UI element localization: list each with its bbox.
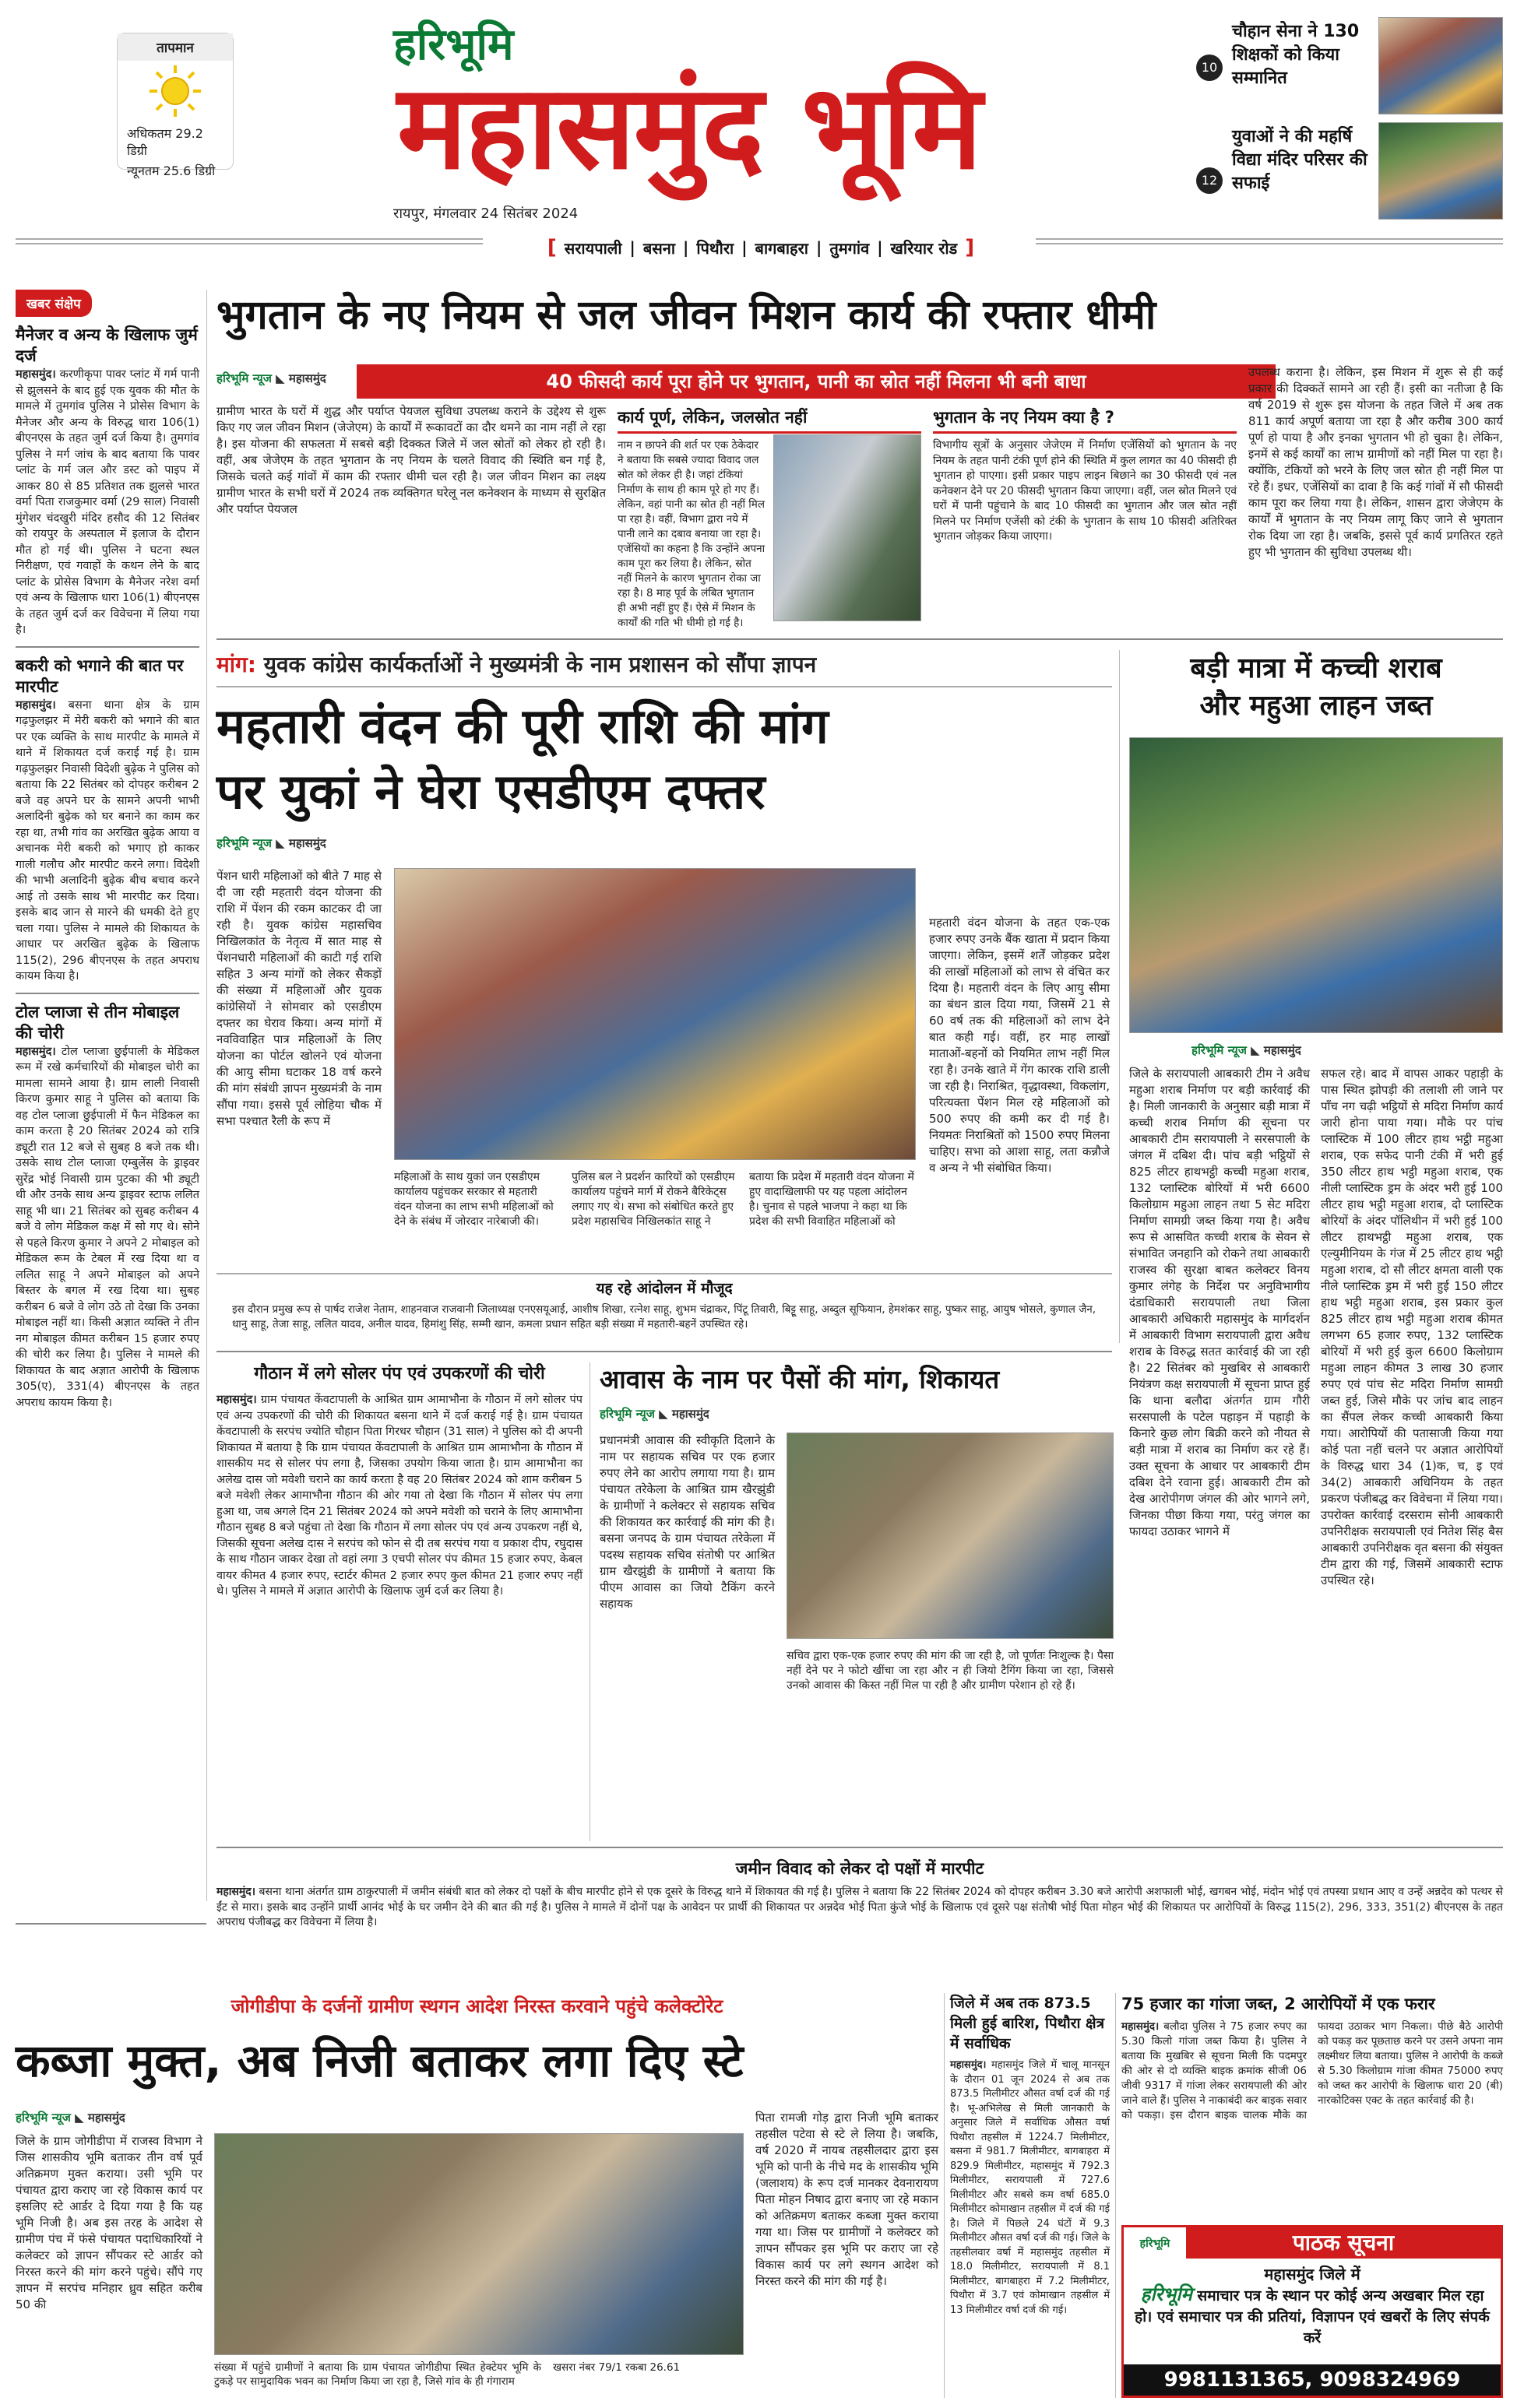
fact-box-rules: भुगतान के नए नियम क्या है ? विभागीय सूत्रों के अनुसार जेजेएम में निर्माण एजेंसियों को भुगतान के नए नियम के तहत पानी टंकी पूर्ण होने की स्थिति में कुल लागत का 40 फीसदी ही भुगतान हो पाएगा। इसी प्रकार पाइप लाइन बिछाने का 30 फीसदी एवं नल कनेक्शन देने पर 20 फीसदी भुगतान किया जाएगा। वहीं, जल स्रोत मिलने एवं घरों में पानी पहुंचाने के बाद 10 फीसदी का भुगतान और जल स्रोत नहीं मिलने पर निर्माण एजेंसी को टंकी के भुगतान के साथ 10 फीसदी अतिरिक्त भुगतान जोड़कर किया जाएगा। — [933, 408, 1237, 543]
news-brief-sidebar — [16, 290, 199, 1901]
ganja-headline[interactable]: 75 हजार का गांजा जब्त, 2 आरोपियों में एक फरार — [1121, 1995, 1435, 2013]
teaser-item[interactable] — [1168, 122, 1503, 220]
land-headline[interactable]: जमीन विवाद को लेकर दो पक्षों में मारपीट — [735, 1859, 984, 1878]
byline: हरिभूमि न्यूज ◣ महासमुंद — [216, 371, 326, 385]
byline: हरिभूमि न्यूज ◣ महासमुंद — [1191, 1043, 1301, 1057]
byline: हरिभूमि न्यूज ◣ महासमुंद — [600, 1407, 709, 1421]
region-item[interactable]: तुमगांव — [829, 238, 870, 258]
brief-headline: बकरी को भगाने की बात पर मारपीट — [16, 656, 184, 696]
stay-story — [16, 1993, 938, 2402]
byline: हरिभूमि न्यूज ◣ महासमुंद — [216, 836, 326, 850]
stay-kicker: जोगीडीपा के दर्जनों ग्रामीण स्थगन आदेश निरस्त करवाने पहुंचे कलेक्टोरेट — [231, 1995, 723, 2017]
ganja-story — [1121, 1993, 1503, 2219]
housing-photo — [787, 1432, 1114, 1639]
teaser-list — [1168, 17, 1503, 220]
lead-headline[interactable]: भुगतान के नए नियम से जल जीवन मिशन कार्य की रफ्तार धीमी — [216, 292, 1156, 339]
region-bar — [16, 234, 1503, 277]
notice-title: पाठक सूचना — [1186, 2227, 1501, 2259]
region-item[interactable]: पिथौरा — [696, 238, 734, 258]
protest-story — [216, 650, 1112, 1343]
notice-body: हरिभूमि समाचार पत्र के स्थान पर कोई अन्य अखबार मिल रहा हो। एवं समाचार पत्र की प्रतियां, विज्ञापन एवं खबरों के लिए संपर्क करें — [1135, 2283, 1490, 2346]
region-list: [ सरायपाली | बसना | पिथौरा | बागबाहरा | तुमगांव | खरियार रोड ] — [547, 236, 975, 259]
lead-story — [216, 290, 1503, 632]
brief-item[interactable] — [16, 325, 199, 638]
region-item[interactable]: सरायपाली — [564, 238, 622, 258]
brief-text: महासमुंद। टोल प्लाजा छुईपाली के मेडिकल रूम में रखे कर्मचारियों की मोबाइल चोरी का मामला सामने आया है। ग्राम लाली निवासी किरण कुमार साहू ने पुलिस को बताया कि वह टोल प्लाजा छुईपाली में फैन मेडिकल का काम करता है 20 सितंबर 2024 को रात्रि ड्यूटी रात 12 बजे से सुबह 8 बजे तक थी। उसके साथ टोल प्लाजा एम्बुलेंस के ड्राइवर सुरेंद्र भोई निवासी ग्राम पुटका की भी ड्यूटी थी और उनके साथ अन्य ड्राइवर स्टाफ ललित साहू भी था। 21 सितंबर को सुबह करीबन 4 बजे वे लोग मेडिकल कक्ष में सो गए थे। सोने से पहले किरण कुमार ने अपने 2 मोबाइल को मेडिकल रूम के टेबल में रख दिया था व ललित साहू ने अपने मोबाइल को अपने बिस्तर के बगल में रख दिया था। सुबह करीबन 6 बजे वे लोग उठे तो देखा कि उनका मोबाइल नहीं था। किसी अज्ञात व्यक्ति ने तीन नग मोबाइल कीमत करीबन 15 हजार रुपए की चोरी कर लिया है। पुलिस ने मामले की शिकायत के बाद अज्ञात आरोपी के खिलाफ 305(ए), 331(4) बीएनएस के तहत अपराध कायम किया है। — [16, 1045, 200, 1409]
teaser-page-number: 10 — [1196, 54, 1223, 81]
brief-item[interactable] — [16, 1002, 199, 1411]
land-text: महासमुंद। बसना थाना अंतर्गत ग्राम ठाकुरपाली में जमीन संबंधी बात को लेकर दो पक्षों के बीच मारपीट होने से एक दूसरे के विरुद्ध थाने में शिकायत की गई है। पुलिस ने बताया कि 22 सितंबर 2024 को दोपहर करीबन 3.30 बजे आरोपी अशफाली भोई, खगबन भोई, मंदोन भोई एवं तपस्या प्रधान आए व उन्हें अन्नदेव को पत्थर से ईंट से मारा। इसके बाद उन्होंने प्रार्थी आनंद भोई के घर जमीन देने की बात की गई है। पुलिस ने मामले में दोनों पक्ष के आवेदन पर प्रार्थी की शिकायत पर अन्नदेव भोई पिता कुंजे भोई के खिलाफ एवं दूसरे पक्ष संतोषी भोई पिता मोहन भोई की शिकायत पर आरोपियों के विरुद्ध 115(2), 296, 333, 351(2) बीएनएस के तहत अपराध पंजीबद्ध कर विवेचना में लिया है। — [216, 1886, 1503, 1928]
sidebar-label: खबर संक्षेप — [16, 290, 92, 317]
present-box: यह रहे आंदोलन में मौजूद इस दौरान प्रमुख रूप से पार्षद राजेश नेताम, शाहनवाज राजवानी जिलाध्यक्ष एनएसयूआई, आशीष शिखा, रत्नेश साहू, शुभम चंद्राकर, पिंटू तिवारी, बिट्टू साहू, अब्दुल सूफियान, हेमशंकर साहू, पुष्कर साहू, आयुष भोसले, कुणाल जैन, धानु साहू, तेजा साहू, ललित यादव, अनील यादव, हिमांशु सिंह, सम्मी खान, कमला प्रधान सहित बड़ी संख्या में महतारी-बहनें उपस्थित रहे। — [216, 1273, 1112, 1343]
housing-headline[interactable]: आवास के नाम पर पैसों की मांग, शिकायत — [600, 1364, 1000, 1394]
rain-headline[interactable]: जिले में अब तक 873.5 मिली हुई बारिश, पिथौरा क्षेत्र में सर्वाधिक — [950, 1995, 1105, 2052]
brief-text: महासमुंद। करणीकृपा पावर प्लांट में गर्म पानी से झुलसने के बाद हुई एक युवक की मौत के मामले में तुमगांव पुलिस ने प्रोसेस विभाग के मैनेजर और अन्य के विरुद्ध धारा 106(1) बीएनएस के तहत जुर्म दर्ज किया है। तुमगांव पुलिस ने मर्ग जांच के बाद बताया कि पावर प्लांट के गर्म जल और डस्ट को पाइप में आकर 80 से 85 प्रतिशत तक झुलसे भारत वर्मा पिता राजकुमार वर्मा (29 साल) निवासी मुंगेशर चंदखुरी मंदिर हसौद की 12 सितंबर को रायपुर के अस्पताल में इलाज के दौरान मौत हो गई थी। पुलिस ने घटना स्थल निरीक्षण, एवं गवाहों के कथन लेने के बाद प्लांट के प्रोसेस विभाग के मैनेजर नरेश वर्मा एवं अन्य के खिलाफ धारा 106(1) बीएनएस के तहत जुर्म दर्ज कर विवेचना में लिया गया है। — [16, 368, 199, 636]
max-temp: अधिकतम 29.2 डिग्री — [127, 126, 203, 158]
teaser-headline: चौहान सेना ने 130 शिक्षकों को किया सम्मानित — [1232, 22, 1360, 88]
stay-column: पिता रामजी गोड़ द्वारा निजी भूमि बताकर तहसील पटेवा से स्टे ले लिया है। जबकि, वर्ष 2020 में नायब तहसीलदार द्वारा इस भूमि को पानी के नीचे मद के शासकीय भूमि (जलाशय) के रूप दर्ज मानकर देवनारायण पिता मोहन निषाद द्वारा बनाए जा रहे मकान को अतिक्रमण बताकर कब्जा मुक्त कराया गया था। जिस पर ग्रामीणों ने कलेक्टर को ज्ञापन सौंपकर इस भूमि पर कराए जा रहे विकास कार्य पर लगे स्थगन आदेश को निरस्त करने की मांग की गई है। — [755, 2111, 939, 2288]
brief-item[interactable] — [16, 656, 199, 985]
protest-column: पेंशन धारी महिलाओं को बीते 7 माह से दी जा रही महतारी वंदन योजना की राशि में पेंशन की रकम काटकर दी जा रही है। युवक कांग्रेस महासचिव निखिलकांत के नेतृत्व में सात माह से पेंशनधारी महिलाओं की काटी गई राशि सहित 3 अन्य मांगों को लेकर सैकड़ों की संख्या में महिलाओं और युवक कांग्रेसियों ने सोमवार को एसडीएम दफ्तर का घेराव किया। अन्य मांगों में नवविवाहित पात्र महिलाओं के लिए योजना का पोर्टल खोलने एवं योजना की आयु सीमा घटाकर 18 वर्ष करने की मांग संबंधी ज्ञापन मुख्यमंत्री के नाम सौंपा गया। इससे पूर्व लोहिया चौक में सभा पश्चात रैली के रूप में — [216, 869, 382, 1128]
photo-caption: खसरा नंबर 79/1 रकबा 26.61 — [553, 2361, 681, 2374]
liquor-column: जिले के सरायपाली आबकारी टीम ने अवैध महुआ शराब निर्माण पर बड़ी कार्रवाई की है। मिली जानकारी के अनुसार बड़ी मात्रा में कच्ची शराब निर्माण की सूचना पर आबकारी टीम सरायपाली ने सरसपाली के जंगल में दबिश दी। पांच बड़ी भट्ठियों से 825 लीटर हाथभट्ठी कच्ची महुआ शराब, 132 प्लास्टिक बोरियों में भरी 6600 किलोग्राम महुआ लाहन तथा 5 सेट मदिरा निर्माण सामग्री जब्त किया गया है। अवैध रूप से आसवित कच्ची शराब के सेवन से संभावित जनहानि को रोकने तथा आबकारी राजस्व की सुरक्षा बाबत कलेक्टर विनय कुमार लंगेह के निर्देश पर अनुविभागीय दंडाधिकारी सरायपाली तथा जिला आबकारी अधिकारी महासमुंद के मार्गदर्शन में आबकारी विभाग सरायपाली द्वारा अवैध शराब के विरुद्ध सतत कार्रवाई की जा रही है। 22 सितंबर को मुखबिर से आबकारी नियंत्रण कक्ष सरायपाली में सूचना प्राप्त हुई कि थाना बलौदा अंतर्गत ग्राम गौरी सरसपाली के पटेल पहाड़न में पहाड़ी के किनारे कुछ लोग बिक्री करने को नीयत से बड़ी मात्रा में शराब का निर्माण कर रहे हैं। उक्त सूचना के आधार पर आबकारी टीम दबिश देने रवाना हुई। आबकारी टीम को देख आरोपीगण जंगल की ओर भागने लगे, जिनका पीछा किया गया, परंतु जंगल का फायदा उठाकर भागने में — [1129, 1067, 1310, 1538]
protest-headline[interactable]: महतारी वंदन की पूरी राशि की मांग पर युकां ने घेरा एसडीएम दफ्तर — [216, 698, 829, 820]
region-item[interactable]: बागबाहरा — [755, 238, 808, 258]
rain-text: महासमुंद। महासमुंद जिले में चालू मानसून के दौरान 01 जून 2024 से अब तक 873.5 मिलीमीटर औसत वर्षा दर्ज की गई है। भू-अभिलेख से मिली जानकारी के अनुसार जिले में सर्वाधिक औसत वर्षा पिथौरा तहसील में 1224.7 मिलीमीटर, बसना में 981.7 मिलीमीटर, बागबाहरा में 829.9 मिलीमीटर, महासमुंद में 792.3 मिलीमीटर, सरायपाली में 727.6 मिलीमीटर और सबसे कम वर्षा 685.0 मिलीमीटर कोमाखान तहसील में दर्ज की गई है। जिले में पिछले 24 घंटों में 9.3 मिलीमीटर औसत वर्षा दर्ज की गई। जिले के तहसीलवार वर्षा में महासमुंद तहसील में 18.0 मिलीमीटर, सरायपाली में 8.1 मिलीमीटर, बागबाहरा में 7.2 मिलीमीटर, पिथौरा में 3.7 एवं कोमाखान तहसील में 13 मिलीमीटर वर्षा दर्ज की गई। — [950, 2059, 1110, 2316]
water-tank-photo — [773, 434, 921, 621]
notice-logo: हरिभूमि — [1139, 2237, 1170, 2250]
teaser-page-number: 12 — [1196, 167, 1223, 194]
reader-notice: हरिभूमि पाठक सूचना महासमुंद जिले में हरिभूमि समाचार पत्र के स्थान पर कोई अन्य अखबार मिल रहा हो। एवं समाचार पत्र की प्रतियां, विज्ञापन एवं खबरों के लिए संपर्क करें 9981131365, 9098324969 — [1121, 2225, 1503, 2398]
sun-icon — [148, 64, 202, 118]
weather-box — [117, 33, 234, 178]
solar-text: महासमुंद। ग्राम पंचायत केंवटापाली के आश्रित ग्राम आमाभौना के गौठान में लगे सोलर पंप एवं अन्य उपकरणों की चोरी की शिकायत बसना थाने में दर्ज कराई गई है। ग्राम पंचायत केंवटापाली के सरपंच ज्योति चौहान पिता गिरधर चौहान (31 साल) ने पुलिस को दी अपनी शिकायत में बताया है कि ग्राम पंचायत केंवटापाली के आश्रित ग्राम आमाभौना के गौठान में शासकीय मद से सोलर पंप लगा है, जिसका उपयोग किया जाता है। ग्राम आमाभौना का अलेख दास जो मवेशी चराने का कार्य करता है वह 20 सितंबर 2024 को शाम करीबन 5 बजे मवेशी लेकर आमाभौना गौठान की ओर गया तो देखा कि गौठान में सोलर पंप लगा हुआ था, जब अगले दिन 21 सितंबर 2024 को अपने मवेशी को चराने के लिए आमाभौना गौठान सुबह 8 बजे पहुंचा तो देखा कि गौठान में लगा सोलर पंप एवं अन्य उपकरण नहीं थे, जिसकी सूचना अलेख दास ने सरपंच को फोन से दी तब सरपंच गया व प्रकाश दीप, रघुदास के साथ गौठान जाकर देखा तो वहां लगा 3 एचपी सोलर पंप कीमत 15 हजार रुपए, केबल वायर कीमत 4 हजार रुपए, स्टार्टर कीमत 2 हजार रुपए कुल कीमत 21 हजार रुपए नहीं थे। पुलिस ने मामले में अज्ञात आरोपी के खिलाफ जुर्म दर्ज कर लिया है। — [216, 1394, 583, 1598]
photo-caption: महिलाओं के साथ युकां जन एसडीएम कार्यालय पहुंचकर सरकार से महतारी वंदन योजना का लाभ सभी महिलाओं को देने के संबंध में जोरदार नारेबाजी की। — [394, 1171, 554, 1228]
byline: हरिभूमि न्यूज ◣ महासमुंद — [16, 2111, 125, 2125]
protest-kicker: मांग: युवक कांग्रेस कार्यकर्ताओं ने मुख्यमंत्री के नाम प्रशासन को सौंपा ज्ञापन — [216, 652, 817, 677]
stay-photo — [214, 2133, 744, 2355]
lead-subhead: 40 फीसदी कार्य पूरा होने पर भुगतान, पानी का स्रोत नहीं मिलना भी बनी बाधा — [357, 364, 1276, 399]
page-title: महासमुंद भूमि — [397, 58, 981, 195]
brief-headline: टोल प्लाजा से तीन मोबाइल की चोरी — [16, 1002, 180, 1042]
liquor-headline[interactable]: बड़ी मात्रा में कच्ची शराब और महुआ लाहन जब्त — [1190, 652, 1442, 722]
land-dispute-story — [216, 1857, 1503, 1989]
lead-column: उपलब्ध कराना है। लेकिन, इस मिशन में शुरू से ही कई प्रकार की दिक्कतें सामने आ रही हैं। इसी का नतीजा है कि वर्ष 2019 से शुरू इस योजना के तहत जिले में अब तक 811 कार्य अपूर्ण बताया जा रहा है और करीब 300 कार्य पूर्ण हो पाया है और इनका भुगतान भी हो चुका है। लेकिन, इनमें से कई कार्यों का लाभ ग्रामीणों को नहीं मिल पा रहा है। क्योंकि, टंकियों को भरने के लिए जल स्रोत ही नहीं मिल पा रहे हैं। इधर, एजेंसियों का दावा है कि कई गांवों में सौ फीसदी काम पूरा कर लिया गया है। लेकिन, शासन द्वारा जेजेएम के कार्यों में भुगतान के नए नियम लागू किए जाने से भुगतान रोक दिया जा रहा है। जबकि, इससे पूर्व कार्य प्रगतिरत रहते हुए भी भुगतान की सुविधा उपलब्ध थी। — [1248, 365, 1503, 559]
solar-story — [216, 1362, 583, 1841]
fact-box-source: कार्य पूर्ण, लेकिन, जलस्रोत नहीं नाम न छापने की शर्त पर एक ठेकेदार ने बताया कि सबसे ज्यादा विवाद जल स्रोत को लेकर ही है। जहां टंकियां निर्माण के साथ ही काम पूरे हो गए हैं। लेकिन, वहां पानी का स्रोत ही नहीं मिल पा रहा है। वहीं, विभाग द्वारा नये में पानी लाने का दबाव बनाया जा रहा है। एजेंसियों का कहना है कि उन्होंने अपना काम पूरा कर लिया है। लेकिन, स्रोत नहीं मिलने के कारण भुगतान रोका जा रहा है। 8 माह पूर्व के लंबित भुगतान ही अभी नहीं हुए हैं। ऐसे में मिशन के कार्यों की गति भी धीमी हो गई है। — [618, 406, 921, 631]
ganja-text: महासमुंद। बलौदा पुलिस ने 75 हजार रुपए का 5.30 किलो गांजा जब्त किया है। पुलिस ने बताया कि मुखबिर से सूचना मिली कि पदमपुर की ओर से दो व्यक्ति बाइक क्रमांक सीजी 06 जीवी 9317 में गांजा लेकर सरायपाली की ओर जाने वाले हैं। पुलिस ने नाकाबंदी कर बाइक सवार को पकड़ा। इस दौरान बाइक चालक मौके का फायदा उठाकर भाग निकला। पीछे बैठे आरोपी को पकड़ कर पूछताछ करने पर उसने अपना नाम लक्ष्मीधर लिया बताया। पुलिस ने आरोपी के कब्जे से 5.30 किलोग्राम गांजा कीमत 75000 रुपए को जब्त कर आरोपी के खिलाफ धारा 20 (बी) नारकोटिक्स एक्ट के तहत कार्रवाई की है। — [1121, 2020, 1503, 2122]
rain-story — [950, 1993, 1110, 2398]
photo-caption: बताया कि प्रदेश में महतारी वंदन योजना में हुए वादाखिलाफी पर यह पहला आंदोलन है। चुनाव से पहले भाजपा ने कहा था कि प्रदेश की सभी विवाहित महिलाओं को — [749, 1171, 914, 1228]
dateline: रायपुर, मंगलवार 24 सितंबर 2024 — [393, 206, 579, 222]
stay-column: जिले के ग्राम जोगीडीपा में राजस्व विभाग ने जिस शासकीय भूमि बताकर तीन वर्ष पूर्व अतिक्रमण मुक्त कराया। उसी भूमि पर पंचायत द्वारा कराए जा रहे विकास कार्य पर इसलिए स्टे आर्डर दे दिया गया है कि यह भूमि निजी है। अब इस तरह के आदेश से ग्रामीण पंच में फंसे पंचायत पदाधिकारियों ने कलेक्टर को ज्ञापन सौंपकर स्टे आर्डर को निरस्त करने की मांग करने पहुंचे। सौंपे गए ज्ञापन में सरपंच मनिहार ध्रुव सहित करीब 50 की — [16, 2134, 202, 2311]
lead-column: ग्रामीण भारत के घरों में शुद्ध और पर्याप्त पेयजल सुविधा उपलब्ध कराने के उद्देश्य से शुरू किए गए जल जीवन मिशन (जेजेएम) के कार्यों में रूकावटों का दौर थमने का नाम नहीं ले रहा है। इस योजना की सफलता में सबसे बड़ी दिक्कत जिले में जल स्रोतों को लेकर हो रही है। वहीं, अब जेजेएम के तहत भुगतान के नए नियम के चलते विवाद की स्थिति बन गई है, जिसके चलते कई गांवों में काम की रफ्तार धीमी चल रही है। जल जीवन मिशन का लक्ष्य ग्रामीण भारत के सभी घरों में 2024 तक व्यक्तिगत घरेलू नल कनेक्शन के माध्यम से सुरक्षित और पर्याप्त पेयजल — [216, 404, 606, 516]
protest-photo — [394, 868, 916, 1160]
teaser-photo — [1378, 122, 1503, 220]
photo-caption: संख्या में पहुंचे ग्रामीणों ने बताया कि ग्राम पंचायत जोगीडीपा स्थित हेक्टेयर भूमि के टुकड़े पर सामुदायिक भवन का निर्माण किया जा रहा है, जिसे गांव के ही गंगाराम — [214, 2361, 541, 2388]
weather-label: तापमान — [118, 33, 233, 61]
region-item[interactable]: खरियार रोड — [890, 238, 958, 258]
teaser-photo — [1378, 17, 1503, 114]
photo-caption: पुलिस बल ने प्रदर्शन कारियों को एसडीएम कार्यालय पहुंचने मार्ग में रोकने बैरिकेट्स लगाए गए थे। सभा को संबोधित करते हुए प्रदेश महासचिव निखिलकांत साहू ने — [572, 1171, 735, 1228]
brief-text: महासमुंद। बसना थाना क्षेत्र के ग्राम गढ़फुलझर में मेरी बकरी को भगाने की बात पर एक व्यक्ति के साथ मारपीट के मामले में थाने में शिकायत दर्ज कराई गई है। ग्राम गढ़फुलझर निवासी विदेशी बुढ़ेक ने पुलिस को बताया कि 22 सितंबर को दोपहर करीबन 2 बजे वह अपने घर के सामने अपनी भाभी अलादिनी बुढ़ेक को घर बनाने का काम कर रहा था, तभी गांव का अरखित बुढ़ेक आया व अचानक मेरी बकरी को भगाए हो काकर गाली गलौच और मारपीट करने लगा। विदेशी की भाभी अलादिनी बुढ़ेक बीच बचाव करने आई तो उसके साथ भी मारपीट कर दिया। इसके बाद जान से मारने की धमकी देते हुए चला गया। पुलिस ने मामले की शिकायत के आधार पर अरखित बुढ़ेक के खिलाफ 115(2), 296 बीएनएस के तहत अपराध कायम किया है। — [16, 698, 199, 983]
region-item[interactable]: बसना — [642, 238, 676, 258]
stay-headline[interactable]: कब्जा मुक्त, अब निजी बताकर लगा दिए स्टे — [16, 2034, 744, 2087]
liquor-story — [1129, 650, 1503, 1853]
teaser-headline: युवाओं ने की महर्षि विद्या मंदिर परिसर की सफाई — [1232, 127, 1367, 193]
min-temp: न्यूनतम 25.6 डिग्री — [127, 163, 216, 178]
teaser-item[interactable] — [1168, 17, 1503, 118]
notice-phones[interactable]: 9981131365, 9098324969 — [1124, 2364, 1501, 2396]
liquor-raid-photo — [1129, 737, 1503, 1033]
brand-logo: हरिभूमि — [393, 19, 514, 70]
protest-column: महतारी वंदन योजना के तहत एक-एक हजार रुपए उनके बैंक खाता में प्रदान किया जाएगा। लेकिन, इसमें शर्तें जोड़कर प्रदेश की लाखों महिलाओं को लाभ से वंचित कर दिया है। महतारी वंदन के लिए आयु सीमा का बंधन डाल दिया गया, जिसमें 21 से 60 वर्ष तक की महिलाओं को लाभ देने बात कही गई। वहीं, हर माह लाखों माताओं-बहनों को नियमित लाभ नहीं मिल रहा है। उनके खाते में गेंग कारक राशि डाली जा रही है। निराश्रित, वृद्धावस्था, विकलांग, परित्यक्ता पेंशन मिल रहे महिलाओं को 500 रुपए की कमी कर दी गई है। नियमतः निराश्रितों को 1500 रुपए मिलना चाहिए। सभा को आशा साहू, लता कन्नौजे व अन्य ने भी संबोधित किया। — [929, 916, 1110, 1175]
solar-headline[interactable]: गौठान में लगे सोलर पंप एवं उपकरणों की चोरी — [254, 1364, 545, 1383]
housing-text: प्रधानमंत्री आवास की स्वीकृति दिलाने के नाम पर सहायक सचिव पर एक हजार रुपए लेने का आरोप लगाया गया है। ग्राम पंचायत तरेकेला के आश्रित ग्राम खैरझुंडी के ग्रामीणों ने कलेक्टर से सहायक सचिव की शिकायत कर कार्रवाई की मांग की है। बसना जनपद के ग्राम पंचायत तरेकेला में पदस्थ सहायक सचिव संतोषी पर आश्रित ग्राम खैरझुंडी के ग्रामीणों ने बताया कि पीएम आवास का जियो टैकिंग करने सहायक — [600, 1433, 775, 1611]
brief-headline: मैनेजर व अन्य के खिलाफ जुर्म दर्ज — [16, 325, 198, 365]
housing-story — [600, 1362, 1114, 1841]
liquor-column: सफल रहे। बाद में वापस आकर पहाड़ी के पास स्थित झोपड़ी की तलाशी ली जाने पर पाँच नग चढ़ी भट्ठियों से मदिरा निर्माण कार्य जारी होना पाया गया। मौके पर पांच प्लास्टिक में 100 लीटर हाथ भट्ठी महुआ शराब, एक सफेद पानी टंकी में भरी हुई 350 लीटर हाथ भट्ठी महुआ शराब, एक नीली प्लास्टिक ड्रम के अंदर भरी हुई 100 लीटर हाथ भट्ठी महुआ शराब, दो प्लास्टिक बोरियों के अंदर पॉलिथीन में भरी हुई 100 लीटर हाथभट्ठी महुआ शराब, एक एल्युमीनियम के गंज में 25 लीटर हाथ भट्ठी महुआ शराब, दो सौ लीटर क्षमता वाली एक नीले प्लास्टिक ड्रम में भरी हुई 150 लीटर हाथ भट्ठी महुआ शराब, इस प्रकार कुल 825 लीटर हाथ भट्ठी महुआ शराब कीमत लगभग 65 हजार रुपए, 132 प्लास्टिक बोरियों में भरी हुई कुल 6600 किलोग्राम महुआ लाहन कीमत 3 लाख 30 हजार रुपए एवं पांच सेट मदिरा निर्माण सामग्री जब्त हुई, जिसे मौके पर जांच बाद लाहन का सैंपल लेकर कच्ची आबकारी किया गया। आरोपियों की पतासाजी किया गया कोई पता नहीं चलने पर अज्ञात आरोपियों के विरुद्ध धारा 34 (1)क, च, इ एवं 34(2) आबकारी अधिनियम के तहत प्रकरण पंजीबद्ध कर विवेचना में लिया गया। उपरोक्त कार्रवाई दरसराम सोनी आबकारी उपनिरीक्षक सरायपाली एवं नितेश सिंह बैस आबकारी उपनिरीक्षक वृत बसना की संयुक्त टीम द्वारा की गई, जिसमें आबकारी स्टाफ उपस्थित रहे। — [1321, 1067, 1503, 1587]
photo-caption: सचिव द्वारा एक-एक हजार रुपए की मांग की जा रही है, जो पूर्णतः निःशुल्क है। पैसा नहीं देने पर ने फोटो खींचा जा रहा और न ही जियो टैगिंग किया जा रहा, जिससे उनको आवास की किस्त नहीं मिल पा रही है और ग्रामीण परेशान हो रहे हैं। — [787, 1650, 1114, 1692]
